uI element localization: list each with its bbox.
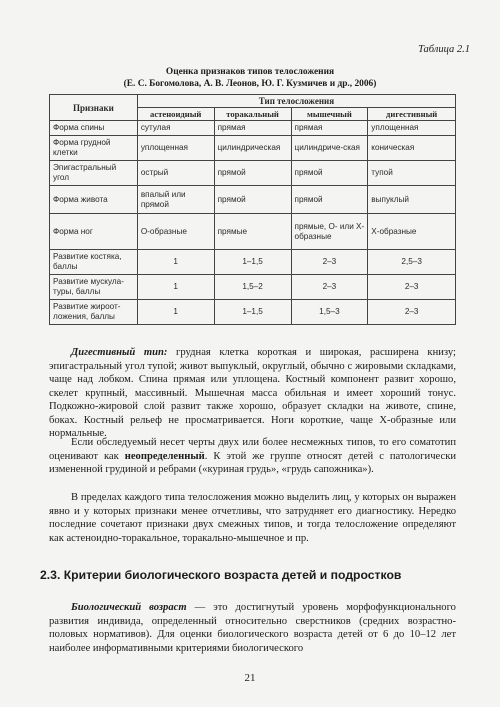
paragraph-undefined-type [49,436,456,477]
table-row [50,121,456,136]
cell: 2,5–3 [368,250,456,275]
cell: коническая [368,136,456,161]
row-trait: Форма грудной клетки [50,136,138,161]
cell: уплощенная [137,136,214,161]
cell: выпуклый [368,186,456,214]
cell: прямые, О- или Х-образные [291,214,368,250]
paragraph-text: — это достигнутый уровень морфофункционального развития индивида, определенный относительно сверстников (средних возрастно-половых нормативов). Для оценки биологического возраста детей от 6 до 10–12 лет наиболее информативными критериями биологического [49,602,456,654]
cell: прямой [214,161,291,186]
paragraph-text: . К этой же группе относят детей с патологически измененной грудиной и ребрами («куриная грудь», «грудь сапожника»). [49,450,457,475]
paragraph-mixed-types: В пределах каждого типа телосложения можно выделить лиц, у которых он выражен явно и у которых признаки менее отчетливы, что затрудняет его диагностику. Нередко последние сочетают признаки двух смежных типов, и тогда телосложение определяют как астеноидно-торакальное, торакально-мышечное и пр. [49,492,456,544]
paragraph-biological-age [49,601,456,655]
cell: 1 [137,300,214,325]
table-label: Таблица 2.1 [418,44,470,55]
cell: 1,5–2 [214,275,291,300]
header-type-thoracic: торакальный [214,108,291,121]
cell: прямая [291,121,368,136]
term-undefined: неопределенный [124,450,205,462]
cell: прямые [214,214,291,250]
header-type-muscular: мышечный [291,108,368,121]
cell: 2–3 [368,300,456,325]
row-trait: Форма ног [50,214,138,250]
page-number: 21 [244,672,256,684]
term-biological-age: Биологический возраст [71,602,187,613]
table-row [50,161,456,186]
table-row [50,136,456,161]
cell: цилиндриче-ская [291,136,368,161]
table-row [50,250,456,275]
header-types: Тип телосложения [137,95,455,108]
cell: 2–3 [291,250,368,275]
header-type-asthenoid: астеноидный [137,108,214,121]
section-heading: 2.3. Критерии биологического возраста детей и подростков [40,568,402,582]
cell: 1–1,5 [214,250,291,275]
cell: О-образные [137,214,214,250]
header-type-digestive: дигестивный [368,108,456,121]
cell: 2–3 [291,275,368,300]
cell: прямой [291,186,368,214]
cell: прямой [214,186,291,214]
cell: 1–1,5 [214,300,291,325]
row-trait: Развитие жироот-ложения, баллы [50,300,138,325]
cell: острый [137,161,214,186]
row-trait: Форма живота [50,186,138,214]
paragraph-digestive-type [49,346,456,441]
cell: сутулая [137,121,214,136]
row-trait: Форма спины [50,121,138,136]
table-row [50,214,456,250]
row-trait: Эпигастральный угол [50,161,138,186]
row-trait: Развитие мускула-туры, баллы [50,275,138,300]
table-caption-title: Оценка признаков типов телосложения [165,67,335,77]
body-type-table [49,94,456,325]
header-traits: Признаки [50,95,138,121]
cell: прямая [214,121,291,136]
row-trait: Развитие костяка, баллы [50,250,138,275]
table-row [50,300,456,325]
cell: 2–3 [368,275,456,300]
table-caption-source: (Е. С. Богомолова, А. В. Леонов, Ю. Г. Кузмичев и др., 2006) [123,79,377,89]
cell: 1 [137,250,214,275]
cell: прямой [291,161,368,186]
cell: уплощенная [368,121,456,136]
cell: 1 [137,275,214,300]
paragraph-text: грудная клетка короткая и широкая, расширена книзу; эпигастральный угол тупой; живот выпуклый, округлый, обычно с жировыми складками, чаще над лобком. Спина прямая или уплощена. Костный компонент развит хорошо, скелет крупный, массивный. Мышечная масса обильная и имеет хороший тонус. Подкожно-жировой слой развит также хорошо, образует складки на животе, спине, боках. Костный рельеф не просматривается. Ноги короткие, чаще Х-образные или нормальные. [49,347,456,439]
cell: 1,5–3 [291,300,368,325]
cell: впалый или прямой [137,186,214,214]
cell: цилиндрическая [214,136,291,161]
table-row [50,186,456,214]
cell: Х-образные [368,214,456,250]
term-digestive-type: Дигестивный тип: [71,347,168,358]
table-row [50,275,456,300]
paragraph-text: Если обследуемый несет черты двух или более несмежных типов, то его соматотип оценивают как [49,437,456,462]
cell: тупой [368,161,456,186]
